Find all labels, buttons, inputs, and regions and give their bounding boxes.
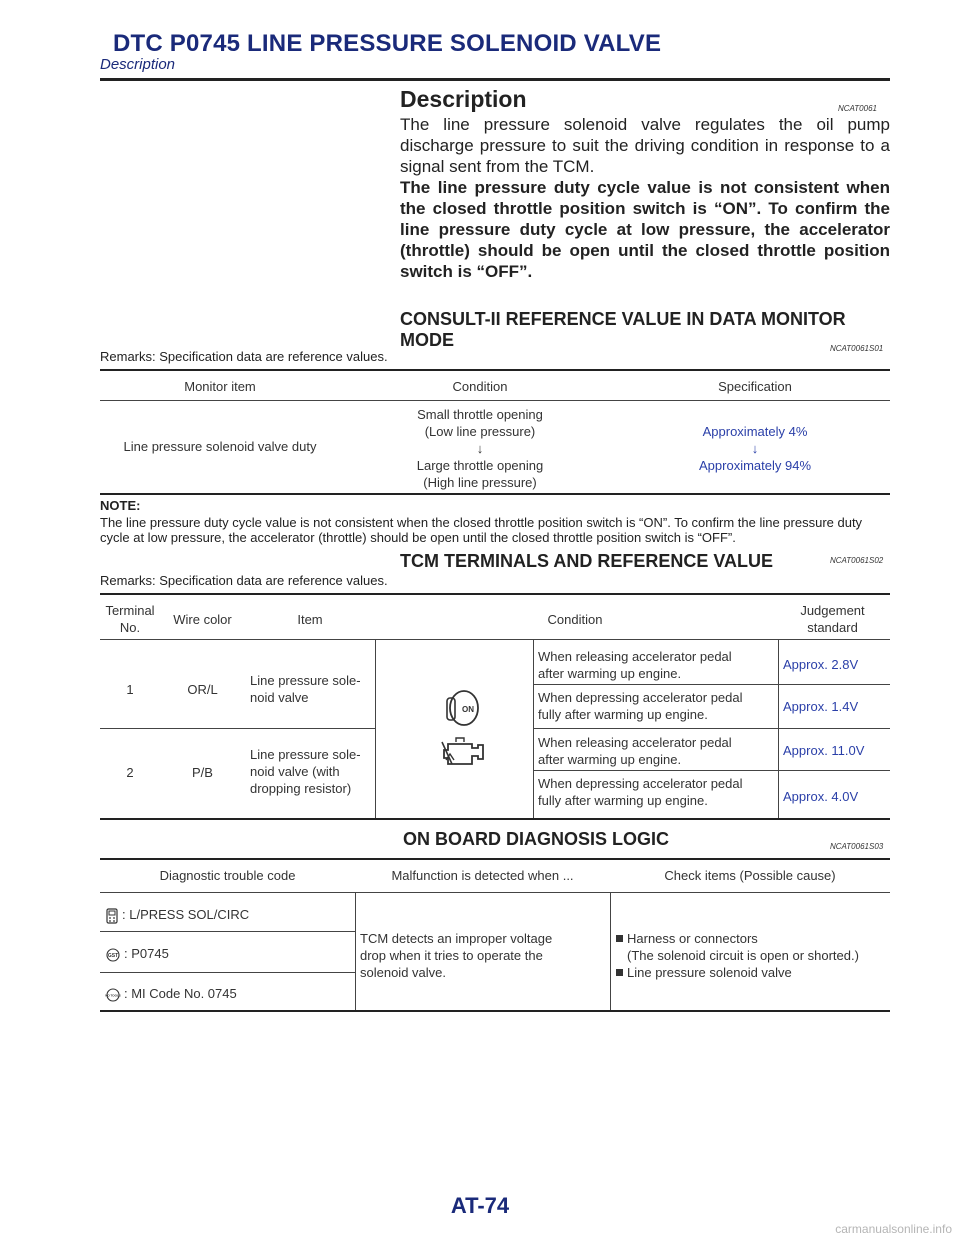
obd-malfunction: TCM detects an improper voltage drop when it tries to operate the solenoid valve. [360, 931, 553, 980]
consult-title-line2: MODE [400, 330, 454, 350]
svg-text:NO TOOLS: NO TOOLS [105, 993, 121, 998]
tcm-row2-item: Line pressure sole- noid valve (with dropping resistor) [250, 747, 361, 796]
description-warning: The line pressure duty cycle value is not consistent when the closed throttle position switch is “ON”. To confirm the line pressure duty cycle at low pressure, the accelerator (throttle) should be open until the closed throttle position switch is “OFF”. [400, 178, 890, 281]
consult-header-condition: Condition [452, 379, 508, 394]
description-body [400, 114, 890, 282]
note-text: The line pressure duty cycle value is not consistent when the closed throttle position switch is “ON”. To confirm the line pressure duty cycle at low pressure, the accelerator (throttle) should be open until the closed throttle position switch is “OFF”. [100, 515, 863, 545]
bullet-icon [616, 969, 623, 976]
tcm-title: TCM TERMINALS AND REFERENCE VALUE [400, 551, 773, 571]
page-number: AT-74 [450, 1193, 510, 1218]
consult-remarks: Remarks: Specification data are reference values. [100, 349, 388, 364]
tcm-row2-cond1: When releasing accelerator pedal after warming up engine. [538, 735, 732, 767]
consult-monitor-item: Line pressure solenoid valve duty [123, 439, 317, 454]
tcm-row1-value1: Approx. 2.8V [783, 657, 859, 672]
consult-spec: Approximately 4% ↓ Approximately 94% [699, 424, 811, 473]
no-tools-icon [106, 988, 120, 1002]
tcm-code: NCAT0061S02 [830, 556, 884, 565]
svg-text:GST: GST [107, 952, 119, 959]
header-rule [100, 78, 890, 81]
obd-code-consult: : L/PRESS SOL/CIRC [106, 906, 249, 924]
tcm-row1-cond1: When releasing accelerator pedal after warming up engine. [538, 649, 732, 681]
obd-check-items: Harness or connectors (The solenoid circuit is open or shorted.) Line pressure solenoid valve [616, 930, 891, 981]
obd-code-no-tools: NO TOOLS : MI Code No. 0745 [105, 986, 237, 1001]
tcm-row2-cond2: When depressing accelerator pedal fully after warming up engine. [538, 776, 743, 808]
tcm-row1-cond2: When depressing accelerator pedal fully after warming up engine. [538, 690, 743, 722]
bullet-icon [616, 935, 623, 942]
tcm-row2-value1: Approx. 11.0V [783, 743, 865, 758]
consult-code: NCAT0061S01 [830, 344, 884, 353]
consult-condition: Small throttle opening (Low line pressure) ↓ Large throttle opening (High line pressure) [416, 407, 544, 490]
tcm-row1-item: Line pressure sole- noid valve [250, 673, 361, 705]
description-para: The line pressure solenoid valve regulates the oil pump discharge pressure to suit the driving condition in response to a signal sent from the TCM. [400, 115, 890, 176]
consult-icon [106, 908, 118, 924]
tcm-header-condition: Condition [547, 612, 603, 627]
tcm-header-judgement: Judgement standard [800, 603, 865, 635]
page-header-subtitle: Description [100, 56, 176, 73]
consult-title-line1: CONSULT-II REFERENCE VALUE IN DATA MONITOR [400, 309, 846, 329]
watermark: carmanualsonline.info [835, 1222, 952, 1236]
tcm-row1-value2: Approx. 1.4V [783, 699, 859, 714]
tcm-row2-terminal: 2 [126, 765, 134, 780]
ignition-key-icon [438, 688, 494, 776]
obd-code-gst: GST : P0745 [107, 946, 169, 961]
tcm-row1-wire: OR/L [187, 682, 218, 697]
svg-text:ON: ON [462, 705, 474, 714]
note-title: NOTE: [100, 498, 141, 513]
gst-icon [106, 948, 120, 962]
engine-icon [442, 738, 483, 764]
consult-header-spec: Specification [718, 379, 792, 394]
tcm-row1-terminal: 1 [126, 682, 134, 697]
tcm-row2-wire: P/B [192, 765, 213, 780]
tcm-header-item: Item [297, 612, 323, 627]
obd-header-malfunction: Malfunction is detected when ... [391, 868, 574, 883]
section-code: NCAT0061 [838, 104, 877, 113]
obd-title: ON BOARD DIAGNOSIS LOGIC [403, 829, 670, 849]
obd-header-check: Check items (Possible cause) [664, 868, 836, 883]
obd-code: NCAT0061S03 [830, 842, 884, 851]
tcm-header-wire: Wire color [173, 612, 232, 627]
tcm-header-terminal: Terminal No. [105, 603, 155, 635]
description-title: Description [400, 86, 527, 112]
obd-header-dtc: Diagnostic trouble code [159, 868, 296, 883]
tcm-remarks: Remarks: Specification data are reference values. [100, 573, 388, 588]
tcm-row2-value2: Approx. 4.0V [783, 789, 859, 804]
consult-header-monitor: Monitor item [184, 379, 256, 394]
page-header-title: DTC P0745 LINE PRESSURE SOLENOID VALVE [113, 30, 662, 57]
